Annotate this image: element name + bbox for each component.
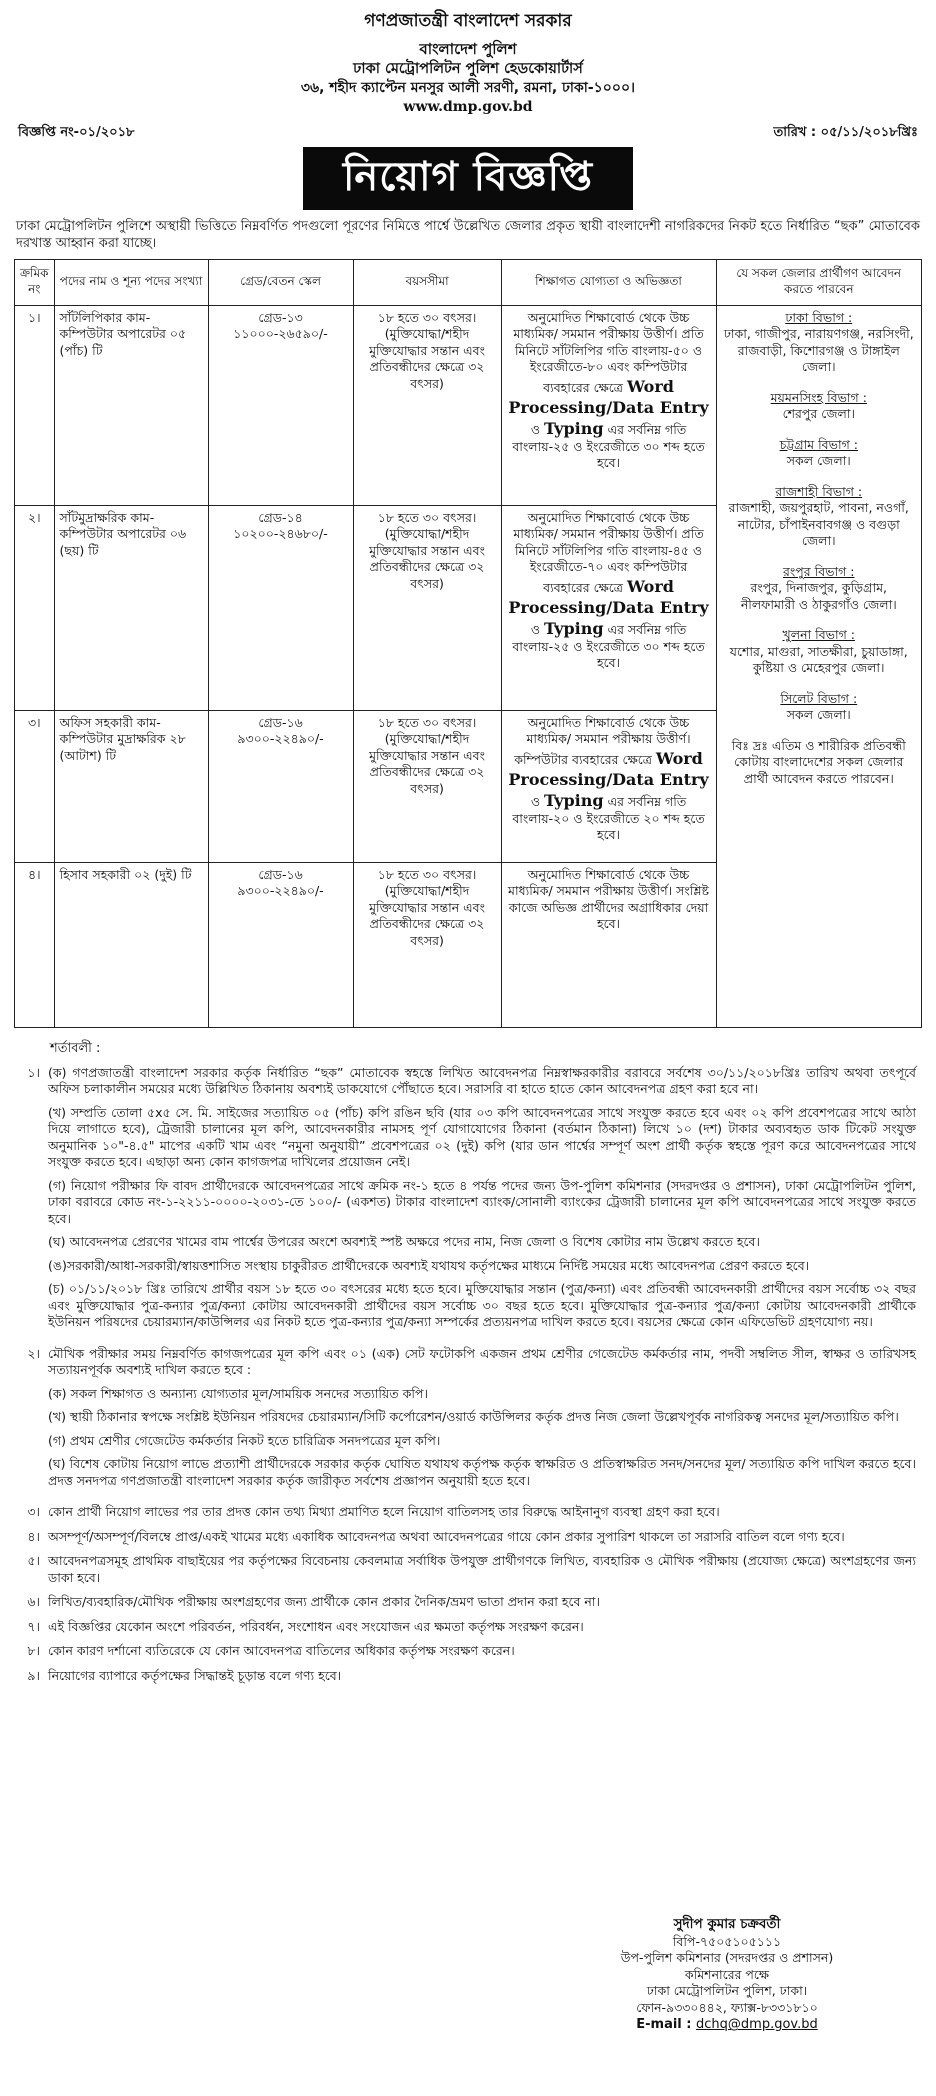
edu-speed: এর সর্বনিম্ন গতি বাংলায়-২৫ ও ইংরেজীতে ৩০ শব্দ হতে হবে।: [512, 421, 705, 471]
table-row: [15, 305, 922, 505]
division-districts: রংপুর, দিনাজপুর, কুড়িগ্রাম, নীলফামারী ও ঠাকুরগাঁও জেলা।: [740, 580, 897, 612]
edu-speed: এর সর্বনিম্ন গতি বাংলায়-২০ ও ইংরেজীতে ২০ শব্দ হতে হবে।: [512, 793, 705, 843]
signatory-office: ঢাকা মেট্রোপলিটন পুলিশ, ঢাকা।: [646, 1983, 808, 1999]
edu-software: Word Processing/Data Entry: [508, 748, 709, 789]
signatory-email-row: [562, 2016, 892, 2033]
clause-text: কোন প্রার্থী নিয়োগ লাভের পর তার প্রদত্ত কোন তথ্য মিথ্যা প্রমাণিত হলে নিয়োগ বাতিলসহ তার বিরুদ্ধে আইনানুগ ব্যবস্থা গ্রহণ করা হবে।: [48, 1504, 720, 1520]
office-address: ৩৬, শহীদ ক্যাপ্টেন মনসুর আলী সরণী, রমনা, ঢাকা-১০০০।: [300, 80, 636, 97]
row-sl: ২।: [15, 505, 55, 710]
row-sl: ৪।: [15, 862, 55, 1027]
clause-number: ৭।: [27, 1618, 40, 1634]
signatory-name: সুদীপ কুমার চক্রবর্তী: [673, 1916, 781, 1932]
division-name: চট্টগ্রাম বিভাগ :: [779, 436, 858, 452]
edu-typing: Typing: [544, 418, 604, 438]
email-label: E-mail :: [636, 2017, 692, 2033]
division-block: [722, 691, 916, 724]
clause-para: (ক) সকল শিক্ষাগত ও অন্যান্য যোগ্যতার মূল/সাময়িক সনদের সত্যায়িত কপি।: [48, 1385, 428, 1401]
dept-name: বাংলাদেশ পুলিশ: [419, 40, 517, 59]
edu-software: Word Processing/Data Entry: [508, 376, 709, 417]
row-edu: [501, 305, 716, 505]
clause-text: এই বিজ্ঞপ্তির যেকোন অংশে পরিবর্তন, পরিবর্ধন, সংশোধন এবং সংযোজন এর ক্ষমতা কর্তৃপক্ষ সংরক্ষণ করেন।: [48, 1618, 584, 1634]
row-post: অফিস সহকারী কাম-কম্পিউটার মুদ্রাক্ষরিক ২৮ (আটাশ) টি: [54, 710, 208, 862]
row-edu: [501, 505, 716, 710]
row-grade-cell: [208, 505, 353, 710]
edu-software: Word Processing/Data Entry: [508, 576, 709, 617]
division-districts: সকল জেলা।: [786, 707, 851, 723]
clause-number: ১।: [27, 1064, 40, 1080]
division-block: [722, 627, 916, 677]
division-districts: শেরপুর জেলা।: [782, 406, 855, 422]
intro-paragraph: ঢাকা মেট্রোপলিটন পুলিশে অস্থায়ী ভিত্তিতে নিম্নবর্ণিত পদগুলো পূরণের নিমিত্তে পার্শ্বে উল্লেখিত জেলার প্রকৃত স্থায়ী বাংলাদেশী নাগরিকদের নিকট হতে নির্ধারিত “ছক” মোতাবেক দরখাস্ত আহ্বান করা যাচ্ছে।: [16, 219, 920, 252]
clause: [14, 1529, 922, 1546]
row-grade: গ্রেড-১৩: [258, 309, 303, 325]
signature-block: [562, 1916, 892, 2033]
division-block: [722, 437, 916, 470]
edu-text: অনুমোদিত শিক্ষাবোর্ড থেকে উচ্চ মাধ্যমিক/ সমমান পরীক্ষায় উত্তীর্ণ। কম্পিউটার ব্যবহারের ক্ষেত্রে: [514, 714, 691, 767]
clause-para: (ঘ) আবেদনপত্র প্রেরণের খামের বাম পার্শ্বের উপরের অংশে অবশ্যই স্পষ্ট অক্ষরে পদের নাম, নিজ জেলা ও বিশেষ কোটার নাম উল্লেখ করতে হবে।: [48, 1234, 760, 1250]
row-scale: ৯৩০০-২২৪৯০/-: [237, 883, 324, 899]
clause-para: (ঘ) বিশেষ কোটায় নিয়োগ লাভে প্রত্যাশী প্রার্থীদেরকে সরকার কর্তৃক ঘোষিত যথাযথ কর্তৃপক্ষ কর্তৃক স্বাক্ষরিত ও প্রতিস্বাক্ষরিত সনদ/সনদের মূল/ সত্যায়িত কপি দাখিল করতে হবে। প্রদত্ত সনদপত্র গণপ্রজাতন্ত্রী বাংলাদেশ সরকার কর্তৃক জারীকৃত সর্বশেষ প্রজ্ঞাপন অনুযায়ী হতে হবে।: [48, 1456, 916, 1488]
edu-text: অনুমোদিত শিক্ষাবোর্ড থেকে উচ্চ মাধ্যমিক/ সমমান পরীক্ষায় উত্তীর্ণ। প্রতি মিনিটে সাঁটলিপির গতি বাংলায়-৫০ ও ইংরেজীতে-৮০ এবং কম্পিউটার ব্যবহারের ক্ষেত্রে: [513, 309, 704, 395]
clause: [14, 1668, 922, 1685]
clause: [14, 1504, 922, 1521]
row-scale: ১১০০০-২৬৫৯০/-: [233, 326, 328, 342]
clause-para: (গ) নিয়োগ পরীক্ষার ফি বাবদ প্রার্থীদেরকে আবেদনপত্রের সাথে ক্রমিক নং-১ হতে ৪ পর্যন্ত পদের জন্য উপ-পুলিশ কমিশনার (সদরদপ্তর ও প্রশাসন), ঢাকা মেট্রোপলিটন পুলিশ, ঢাকা বরাবরে কোড নং-১-২২১১-০০০০-২০৩১-তে ১০০/- (একশত) টাকার বাংলাদেশ ব্যাংক/সোনালী ব্যাংকের ট্রেজারী চালানের মূল কপি আবেদনপত্রের সাথে সংযুক্ত করতে হবে।: [48, 1177, 916, 1226]
row-post: হিসাব সহকারী ০২ (দুই) টি: [54, 862, 208, 1027]
clause-text: [48, 1346, 922, 1497]
row-grade-cell: [208, 862, 353, 1027]
row-age: ১৮ হতে ৩০ বৎসর। (মুক্তিযোদ্ধা/শহীদ মুক্তিযোদ্ধার সন্তান এবং প্রতিবন্ধীদের ক্ষেত্রে ৩২ বৎসর): [353, 710, 501, 862]
division-districts: রাজশাহী, জয়পুরহাট, পাবনা, নওগাঁ, নাটোর, চাঁপাইনবাবগঞ্জ ও বগুড়া জেলা।: [728, 500, 909, 549]
row-grade-cell: [208, 305, 353, 505]
clause-text: [48, 1065, 922, 1338]
row-grade: গ্রেড-১৬: [258, 714, 303, 730]
signatory-phone: ফোন-৯৩৩০৪৪২, ফ্যাক্স-৮৩৩১৮১০: [636, 1999, 818, 2015]
letterhead: [14, 10, 922, 116]
office-name: ঢাকা মেট্রোপলিটন পুলিশ হেডকোয়ার্টার্স: [353, 61, 583, 78]
edu-text: অনুমোদিত শিক্ষাবোর্ড থেকে উচ্চ মাধ্যমিক/ সমমান পরীক্ষায় উত্তীর্ণ। প্রতি মিনিটে সাঁটলিপির গতি বাংলায়-৪৫ ও ইংরেজীতে-৭০ এবং কম্পিউটার ব্যবহারের ক্ষেত্রে: [513, 509, 704, 595]
clause-number: ৪।: [27, 1528, 40, 1544]
website-link[interactable]: www.dmp.gov.bd: [403, 98, 533, 115]
header-sl: ক্রমিক নং: [15, 259, 55, 305]
signatory-designation: উপ-পুলিশ কমিশনার (সদরদপ্তর ও প্রশাসন): [620, 1950, 834, 1966]
memo-row: [14, 124, 922, 141]
division-block: [722, 564, 916, 614]
edu-conj: ও: [530, 421, 541, 437]
row-age: ১৮ হতে ৩০ বৎসর। (মুক্তিযোদ্ধা/শহীদ মুক্তিযোদ্ধার সন্তান এবং প্রতিবন্ধীদের ক্ষেত্রে ৩২ বৎসর): [353, 862, 501, 1027]
row-post: সাঁটলিপিকার কাম-কম্পিউটার অপারেটর ০৫ (পাঁচ) টি: [54, 305, 208, 505]
signatory-bp: বিপি-৭৫০৫১০৫১১১: [672, 1933, 782, 1949]
title-wrap: [14, 147, 922, 210]
clause-number: ৫।: [27, 1553, 40, 1569]
clause: [14, 1065, 922, 1338]
terms-list: [14, 1065, 922, 1685]
row-age: ১৮ হতে ৩০ বৎসর। (মুক্তিযোদ্ধা/শহীদ মুক্তিযোদ্ধার সন্তান এবং প্রতিবন্ধীদের ক্ষেত্রে ৩২ বৎসর): [353, 305, 501, 505]
division-districts: সকল জেলা।: [786, 453, 851, 469]
division-districts: যশোর, মাগুরা, সাতক্ষীরা, চুয়াডাঙ্গা, কুষ্টিয়া ও মেহেরপুর জেলা।: [729, 643, 908, 676]
clause: [14, 1619, 922, 1636]
edu-conj: ও: [530, 793, 541, 809]
row-edu: [501, 710, 716, 862]
clause-para: (খ) স্থায়ী ঠিকানার স্বপক্ষে সংশ্লিষ্ট ইউনিয়ন পরিষদের চেয়ারম্যান/সিটি কর্পোরেশন/ওয়ার্ড কাউন্সিলর কর্তৃক প্রদত্ত নিজ জেলা উল্লেখপূর্বক নাগরিকত্ব সনদের মূল/সত্যায়িত কপি।: [48, 1409, 899, 1425]
header-age: বয়সসীমা: [353, 259, 501, 305]
clause-text: কোন কারণ দর্শানো ব্যতিরেকে যে কোন আবেদনপত্র বাতিলের অধিকার কর্তৃপক্ষ সংরক্ষণ করেন।: [48, 1643, 515, 1659]
clause-para: (গ) প্রথম শ্রেণীর গেজেটেড কর্মকর্তার নিকট হতে চারিত্রিক সনদপত্রের মূল কপি।: [48, 1432, 441, 1448]
govt-name: গণপ্রজাতন্ত্রী বাংলাদেশ সরকার: [364, 11, 572, 31]
clause-number: ২।: [27, 1345, 40, 1361]
memo-number: বিজ্ঞপ্তি নং-০১/২০১৮: [18, 125, 135, 141]
division-block: [722, 310, 916, 376]
clause-number: ৩।: [27, 1504, 40, 1520]
clause-text: লিখিত/ব্যবহারিক/মৌখিক পরীক্ষায় অংশগ্রহণের জন্য প্রার্থীকে কোন প্রকার দৈনিক/ভ্রমণ ভাতা প্রদান করা হবে না।: [48, 1594, 600, 1610]
clause-number: ৯।: [27, 1667, 40, 1683]
division-districts: ঢাকা, গাজীপুর, নারায়ণগঞ্জ, নরসিংদী, রাজবাড়ী, কিশোরগঞ্জ ও টাঙ্গাইল জেলা।: [723, 326, 914, 375]
clause-para: (ঙ)সরকারী/আধা-সরকারী/স্বায়ত্তশাসিত সংস্থায় চাকুরীরত প্রার্থীদেরকে অবশ্যই যথাযথ কর্তৃপক্ষের মাধ্যমে নির্দিষ্ট সময়ের মধ্যে আবেদনপত্র প্রেরণ করতে হবে।: [48, 1257, 810, 1273]
division-name: ঢাকা বিভাগ :: [785, 309, 853, 325]
email-link[interactable]: dchq@dmp.gov.bd: [696, 2017, 818, 2033]
posts-table: [14, 259, 922, 1028]
edu-typing: Typing: [544, 790, 604, 810]
division-name: সিলেট বিভাগ :: [780, 690, 858, 706]
signatory-on-behalf: কমিশনারের পক্ষে: [684, 1966, 770, 1982]
notice-title: নিয়োগ বিজ্ঞপ্তি: [303, 147, 633, 210]
row-grade: গ্রেড-১৬: [258, 866, 303, 882]
clause-para: (ক) গণপ্রজাতন্ত্রী বাংলাদেশ সরকার কর্তৃক নির্ধারিত “ছক” মোতাবেক স্বহস্তে লিখিত আবেদনপত্র নিম্নস্বাক্ষরকারীর বরাবরে সর্বশেষ ৩০/১১/২০১৮খ্রিঃ তারিখ অথবা তৎপূর্বে অফিস চলাকালীন সময়ের মধ্যে উল্লিখিত ঠিকানায় অবশ্যই ডাকযোগে পৌঁছাতে হবে। সরাসরি বা হাতে হাতে কোন আবেদনপত্র গ্রহণ করা হবে না।: [48, 1064, 916, 1097]
row-sl: ৩।: [15, 710, 55, 862]
division-block: [722, 390, 916, 423]
row-scale: ১০২০০-২৪৬৮০/-: [233, 526, 328, 542]
edu-speed: এর সর্বনিম্ন গতি বাংলায়-২৫ ও ইংরেজীতে ৩০ শব্দ হতে হবে।: [512, 621, 705, 671]
division-name: রংপুর বিভাগ :: [783, 563, 855, 579]
clause-para: (চ) ০১/১১/২০১৮ খ্রিঃ তারিখে প্রার্থীর বয়স ১৮ হতে ৩০ বৎসরের মধ্যে হতে হবে। মুক্তিযোদ্ধার সন্তান (পুত্র/কন্যা) এবং প্রতিবন্ধী আবেদনকারী প্রার্থীদের বয়স সর্বোচ্চ ৩২ বছর এবং মুক্তিযোদ্ধার পুত্র-কন্যার পুত্র/কন্যা কোটায় আবেদনকারী প্রার্থীদের বয়স সর্বোচ্চ ৩০ বছর হতে হবে। মুক্তিযোদ্ধার পুত্র-কন্যার পুত্র/কন্যা কোটায় আবেদনকারী প্রার্থীকে ইউনিয়ন পরিষদের চেয়ারম্যান/কাউন্সিলর এর নিকট হতে পুত্র-কন্যার পুত্র/কন্যা সম্পর্কের প্রত্যয়নপত্র দাখিল করতে হবে। বয়সের ক্ষেত্রে কোন এফিডেভিট গ্রহণযোগ্য নয়।: [48, 1281, 916, 1330]
division-name: খুলনা বিভাগ :: [782, 627, 855, 643]
header-post: পদের নাম ও শূন্য পদের সংখ্যা: [54, 259, 208, 305]
clause-number: ৮।: [27, 1643, 40, 1659]
division-name: ময়মনসিংহ বিভাগ :: [770, 389, 867, 405]
header-edu: শিক্ষাগত যোগ্যতা ও অভিজ্ঞতা: [501, 259, 716, 305]
edu-typing: Typing: [544, 618, 604, 638]
quota-note: বিঃ দ্রঃ এতিম ও শারীরিক প্রতিবন্ধী কোটায় বাংলাদেশের সকল জেলার প্রার্থী আবেদন করতে পারবেন।: [731, 737, 906, 786]
edu-text: অনুমোদিত শিক্ষাবোর্ড থেকে উচ্চ মাধ্যমিক/ সমমান পরীক্ষায় উত্তীর্ণ। সংশ্লিষ্ট কাজে অভিজ্ঞ প্রার্থীদের অগ্রাধিকার দেয়া হবে।: [508, 866, 710, 932]
clause-text: আবেদনপত্রসমূহ প্রাথমিক বাছাইয়ের পর কর্তৃপক্ষের বিবেচনায় কেবলমাত্র সর্বাধিক উপযুক্ত প্রার্থীগণকে লিখিত, ব্যবহারিক ও মৌখিক পরীক্ষায় (প্রযোজ্য ক্ষেত্রে) অংশগ্রহণের জন্য ডাকা হবে।: [48, 1553, 916, 1585]
table-header-row: [15, 259, 922, 305]
division-block: [722, 484, 916, 550]
division-name: রাজশাহী বিভাগ :: [775, 483, 863, 499]
clause-number: ৬।: [27, 1594, 40, 1610]
header-grade: গ্রেড/বেতন স্কেল: [208, 259, 353, 305]
row-edu: [501, 862, 716, 1027]
clause: [14, 1643, 922, 1660]
row-age: ১৮ হতে ৩০ বৎসর। (মুক্তিযোদ্ধা/শহীদ মুক্তিযোদ্ধার সন্তান এবং প্রতিবন্ধীদের ক্ষেত্রে ৩২ বৎসর): [353, 505, 501, 710]
terms-heading: শর্তাবলী :: [50, 1040, 101, 1056]
memo-date: তারিখ : ০৫/১১/২০১৮খ্রিঃ: [773, 125, 918, 141]
row-sl: ১।: [15, 305, 55, 505]
clause-para: (খ) সম্প্রতি তোলা ৫x৫ সে. মি. সাইজের সত্যায়িত ০৫ (পাঁচ) কপি রঙিন ছবি (যার ০৩ কপি আবেদনপত্রের সাথে সংযুক্ত করতে হবে এবং ০২ কপি প্রবেশপত্রের সাথে আঠা দিয়ে লাগাতে হবে), ট্রেজারী চালানের মূল কপি, আবেদনকারীর নামসহ পূর্ণ যোগাযোগের ঠিকানা (বর্তমান ঠিকানা) লিখে ১০ (দশ) টাকার অব্যবহৃত ডাক টিকেট সংযুক্ত অনুমানিক ১০"-৪.৫" মাপের একটি খাম এবং “নমুনা অনুযায়ী” প্রবেশপত্রের ০২ (দুই) কপি (যার ডান পার্শ্বের সম্পূর্ণ অংশ প্রার্থী কর্তৃক স্বহস্তে পূরণ করে আবেদনপত্রের সাথে সংযুক্ত করতে হবে। এছাড়া অন্য কোন কাগজপত্র দাখিলের প্রয়োজন নেই।: [48, 1104, 916, 1170]
clause-para: মৌখিক পরীক্ষার সময় নিম্নবর্ণিত কাগজপত্রের মূল কপি এবং ০১ (এক) সেট ফটোকপি একজন প্রথম শ্রেণীর গেজেটেড কর্মকর্তার নাম, পদবী সম্বলিত সীল, স্বাক্ষর ও তারিখসহ সত্যায়নপূর্বক অবশ্যই দাখিল করতে হবে :: [48, 1345, 916, 1378]
row-grade-cell: [208, 710, 353, 862]
clause-text: অসম্পূর্ণ/অসম্পূর্ণ/বিলম্বে প্রাপ্ত/একই খামের মধ্যে একাধিক আবেদনপত্র অথবা আবেদনপত্রের গায়ে কোন প্রকার সুপারিশ থাকলে তা সরাসরি বাতিল বলে গণ্য হবে।: [48, 1528, 845, 1544]
clause: [14, 1346, 922, 1497]
row-post: সাঁটমুদ্রাক্ষরিক কাম-কম্পিউটার অপারেটর ০৬ (ছয়) টি: [54, 505, 208, 710]
header-districts: যে সকল জেলার প্রার্থীগণ আবেদন করতে পারবেন: [716, 259, 921, 305]
clause: [14, 1553, 922, 1586]
edu-conj: ও: [530, 621, 541, 637]
district-cell: [716, 305, 921, 1027]
row-grade: গ্রেড-১৪: [258, 509, 303, 525]
clause-text: নিয়োগের ব্যাপারে কর্তৃপক্ষের সিদ্ধান্তই চূড়ান্ত বলে গণ্য হবে।: [48, 1667, 342, 1683]
clause: [14, 1594, 922, 1611]
row-scale: ৯৩০০-২২৪৯০/-: [237, 731, 324, 747]
